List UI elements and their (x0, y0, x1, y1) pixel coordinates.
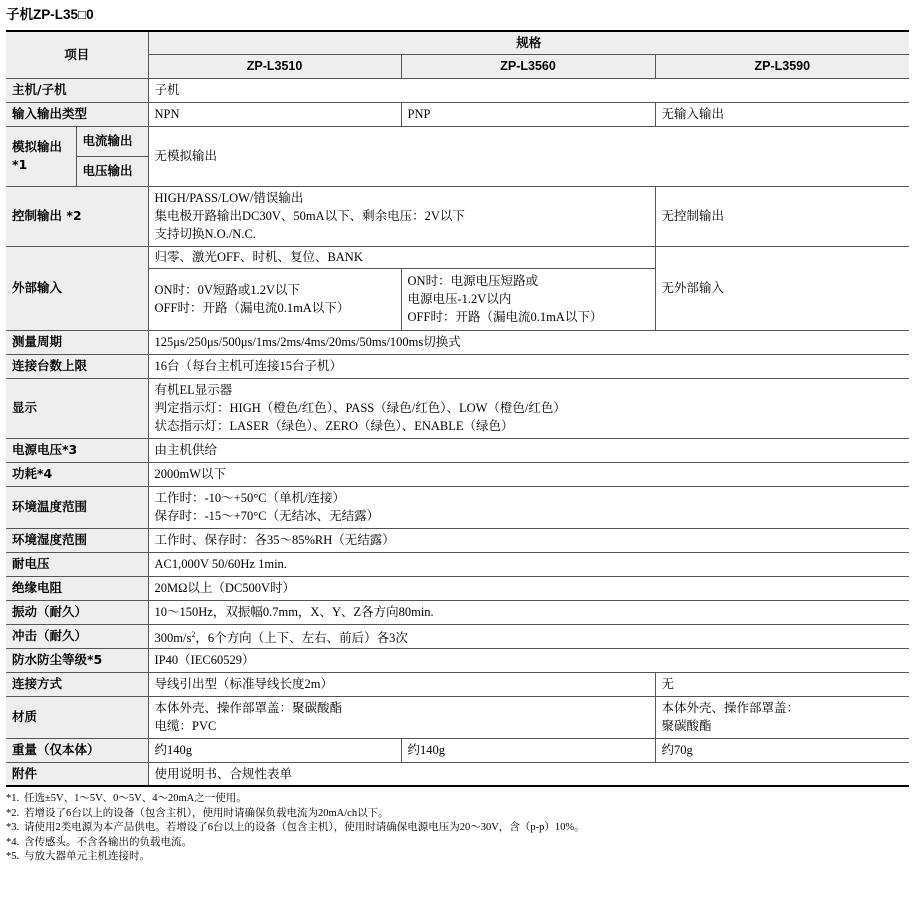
row-label: 控制输出 *2 (6, 186, 148, 246)
sub-label-current: 电流输出 (76, 126, 148, 156)
value-line: 聚碳酸酯 (661, 719, 712, 734)
table-row (6, 246, 909, 268)
model-zp-l3510: ZP-L3510 (148, 54, 401, 78)
table-row (6, 354, 909, 378)
footnote-mark: *3. (6, 822, 20, 834)
table-row (6, 102, 909, 126)
footnote-mark: *4. (6, 836, 20, 848)
row-label: 连接方式 (6, 672, 148, 696)
page-title: 子机ZP-L35□0 (6, 7, 94, 22)
table-row (6, 672, 909, 696)
row-label: 耐电压 (6, 552, 148, 576)
table-row (6, 486, 909, 528)
row-value (148, 378, 909, 438)
value-line: 判定指示灯：HIGH（橙色/红色）、PASS（绿色/红色）、LOW（橙色/红色） (154, 401, 566, 415)
value-line: 工作时：-10～+50°C（单机/连接） (154, 491, 346, 505)
row-label: 环境湿度范围 (6, 528, 148, 552)
row-label: 连接台数上限 (6, 354, 148, 378)
row-value: PNP (401, 102, 655, 126)
row-label: 测量周期 (6, 330, 148, 354)
row-value: IP40（IEC60529） (148, 648, 909, 672)
row-label: 功耗*4 (6, 462, 148, 486)
row-value: 2000mW以下 (148, 462, 909, 486)
row-label: 环境温度范围 (6, 486, 148, 528)
row-value: 16台（每台主机可连接15台子机） (148, 354, 909, 378)
footnote-mark: *5. (6, 851, 20, 863)
value-line: 本体外壳、操作部罩盖：聚碳酸酯 (154, 701, 343, 716)
value-line: 支持切换N.O./N.C. (154, 227, 256, 241)
footnote-mark: *2. (6, 807, 20, 819)
table-row (6, 762, 909, 786)
row-value: 工作时、保存时：各35～85%RH（无结露） (148, 528, 909, 552)
shock-value-a: 300m/s (154, 630, 192, 645)
row-value: 由主机供给 (148, 438, 909, 462)
row-value: 无模拟输出 (148, 126, 909, 186)
value-line: HIGH/PASS/LOW/错误输出 (154, 191, 304, 205)
row-value: 无 (655, 672, 909, 696)
row-value: 约140g (148, 738, 401, 762)
row-label: 显示 (6, 378, 148, 438)
row-value: 约140g (401, 738, 655, 762)
row-label: 输入输出类型 (6, 102, 148, 126)
table-row (6, 330, 909, 354)
value-line: 电缆：PVC (154, 719, 217, 734)
row-value (148, 268, 401, 330)
row-label: 重量（仅本体） (6, 738, 148, 762)
spec-table (6, 30, 909, 787)
footnote-text: 若增设了6台以上的设备（包含主机），使用时请确保负载电流为20mA/ch以下。 (24, 807, 389, 819)
row-value: NPN (148, 102, 401, 126)
row-label: 外部输入 (6, 246, 148, 330)
value-line: 电源电压-1.2V以内 (407, 292, 512, 306)
table-row (6, 576, 909, 600)
value-line: ON时：电源电压短路或 (407, 274, 539, 288)
footnote (6, 836, 909, 851)
row-value: 约70g (655, 738, 909, 762)
row-label: 绝缘电阻 (6, 576, 148, 600)
row-value: 导线引出型（标准导线长度2m） (148, 672, 655, 696)
row-label: 主机/子机 (6, 78, 148, 102)
row-label: 振动（耐久） (6, 600, 148, 624)
table-row (6, 528, 909, 552)
row-value: 归零、激光OFF、时机、复位、BANK (148, 246, 655, 268)
row-value: 10～150Hz，双振幅0.7mm，X、Y、Z各方向80min. (148, 600, 909, 624)
row-label: 电源电压*3 (6, 438, 148, 462)
table-row (6, 78, 909, 102)
shock-value-b: ，6个方向（上下、左右、前后）各3次 (195, 630, 408, 645)
footnote-text: 含传感头。不含各输出的负载电流。 (24, 836, 192, 848)
header-spec: 规格 (148, 31, 909, 54)
sub-label-voltage: 电压输出 (76, 156, 148, 186)
row-label: 冲击（耐久） (6, 624, 148, 648)
model-zp-l3590: ZP-L3590 (655, 54, 909, 78)
row-value: 无输入输出 (655, 102, 909, 126)
row-value (148, 624, 909, 648)
table-row (6, 462, 909, 486)
row-value: 无外部输入 (655, 246, 909, 330)
header-item: 项目 (6, 31, 148, 78)
shock-value-sup: 2 (191, 629, 196, 639)
row-value: 无控制输出 (655, 186, 909, 246)
value-line: 有机EL显示器 (154, 383, 233, 397)
value-line: 集电极开路输出DC30V、50mA以下、剩余电压：2V以下 (154, 209, 465, 223)
header-row (6, 31, 909, 54)
table-row (6, 552, 909, 576)
row-value (148, 696, 655, 738)
value-line: 保存时：-15～+70°C（无结冰、无结露） (154, 509, 380, 523)
footnote-text: 任选±5V、1～5V、0～5V、4～20mA之一使用。 (24, 793, 247, 805)
row-label: 材质 (6, 696, 148, 738)
row-value: 使用说明书、合规性表单 (148, 762, 909, 786)
row-value: 子机 (148, 78, 909, 102)
table-row (6, 600, 909, 624)
row-value (148, 186, 655, 246)
table-row (6, 186, 909, 246)
row-value (148, 486, 909, 528)
row-value (401, 268, 655, 330)
row-value: AC1,000V 50/60Hz 1min. (148, 552, 909, 576)
row-label: 附件 (6, 762, 148, 786)
table-row (6, 648, 909, 672)
footnote (6, 821, 909, 836)
row-value: 125μs/250μs/500μs/1ms/2ms/4ms/20ms/50ms/100ms切换式 (148, 330, 909, 354)
table-row (6, 438, 909, 462)
value-line: 状态指示灯：LASER（绿色）、ZERO（绿色）、ENABLE（绿色） (154, 419, 514, 433)
value-line: ON时：0V短路或1.2V以下 (154, 283, 300, 297)
footnotes (6, 792, 909, 865)
table-row (6, 696, 909, 738)
footnote-mark: *1. (6, 793, 20, 805)
footnote-text: 请使用2类电源为本产品供电。若增设了6台以上的设备（包含主机），使用时请确保电源电压为20～30V，含（p-p）10%。 (24, 822, 585, 834)
spec-page (6, 6, 909, 865)
footnote (6, 850, 909, 865)
value-line: 本体外壳、操作部罩盖： (661, 701, 800, 716)
footnote (6, 792, 909, 807)
table-row (6, 378, 909, 438)
footnote (6, 807, 909, 822)
table-row (6, 126, 909, 156)
row-label: 防水防尘等级*5 (6, 648, 148, 672)
value-line: OFF时：开路（漏电流0.1mA以下） (407, 310, 603, 324)
table-row (6, 738, 909, 762)
row-value (655, 696, 909, 738)
table-row (6, 624, 909, 648)
row-value: 20MΩ以上（DC500V时） (148, 576, 909, 600)
model-zp-l3560: ZP-L3560 (401, 54, 655, 78)
footnote-text: 与放大器单元主机连接时。 (24, 851, 150, 863)
row-label: 模拟输出 *1 (6, 126, 76, 186)
value-line: OFF时：开路（漏电流0.1mA以下） (154, 301, 350, 315)
